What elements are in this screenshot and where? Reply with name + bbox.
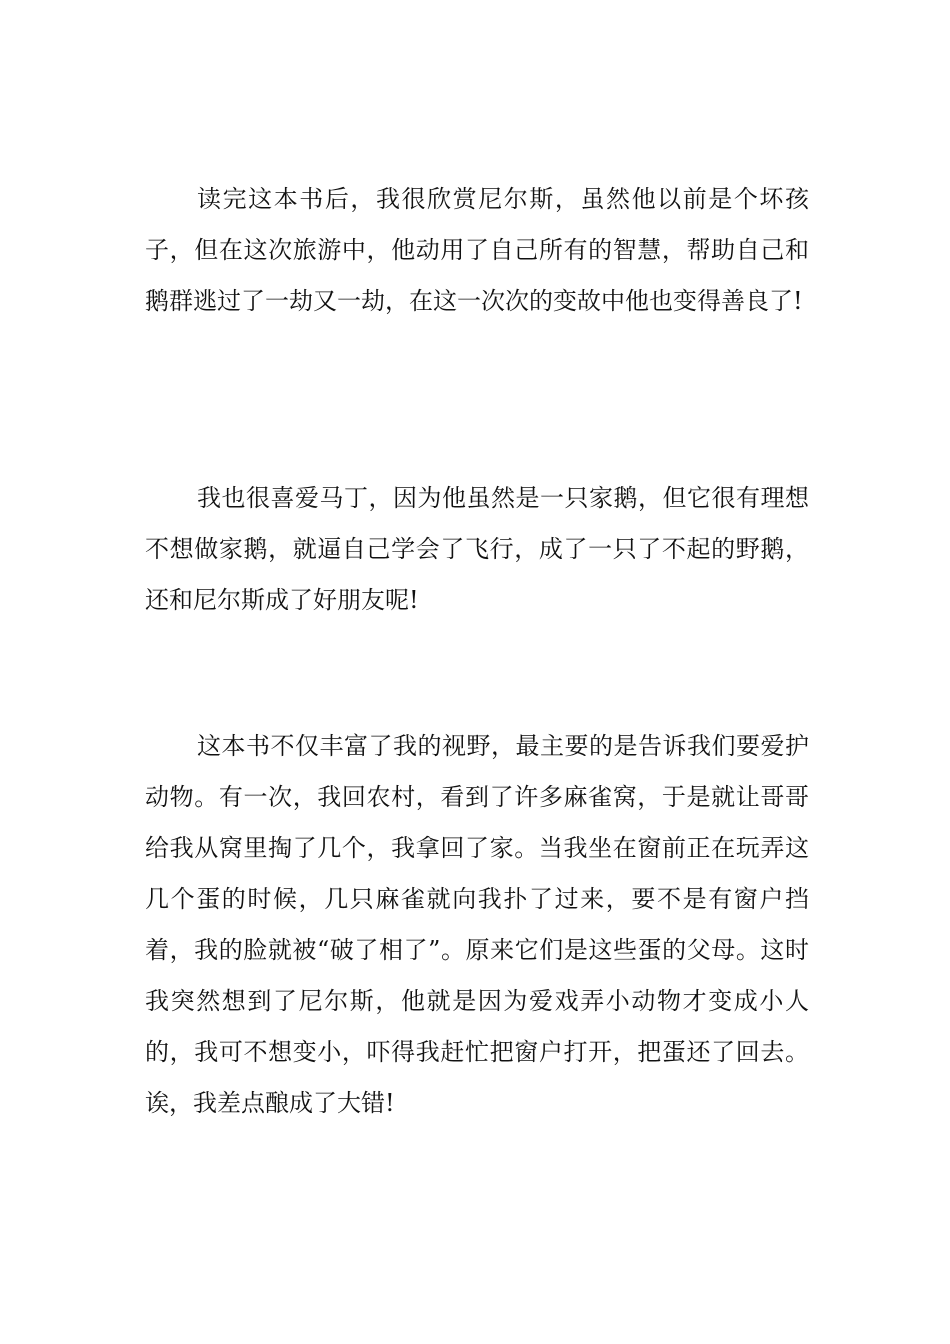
paragraph-sparrows: 这本书不仅丰富了我的视野，最主要的是告诉我们要爱护动物。有一次，我回农村，看到了许多麻雀窝，于是就让哥哥给我从窝里掏了几个，我拿回了家。当我坐在窗前正在玩弄这几个蛋的时候，几只麻雀就向我扑了过来，要不是有窗户挡着，我的脸就被“破了相了”。原来它们是这些蛋的父母。这时我突然想到了尼尔斯，他就是因为爱戏弄小动物才变成小人的，我可不想变小，吓得我赶忙把窗户打开，把蛋还了回去。诶，我差点酿成了大错! — [145, 732, 809, 1117]
paragraph-nils: 读完这本书后，我很欣赏尼尔斯，虽然他以前是个坏孩子，但在这次旅游中，他动用了自己所有的智慧，帮助自己和鹅群逃过了一劫又一劫，在这一次次的变故中他也变得善良了! — [145, 185, 809, 315]
paragraph-martin: 我也很喜爱马丁，因为他虽然是一只家鹅，但它很有理想不想做家鹅，就逼自己学会了飞行，成了一只了不起的野鹅，还和尼尔斯成了好朋友呢! — [145, 484, 809, 614]
